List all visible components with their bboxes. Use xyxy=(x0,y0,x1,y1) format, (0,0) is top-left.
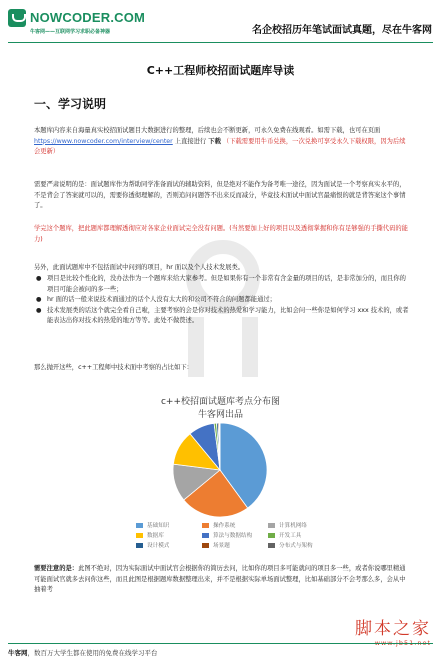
download-word: 下载 xyxy=(208,137,221,145)
paragraph-intro xyxy=(34,126,410,158)
watermark-title: 脚本之家 xyxy=(355,619,431,639)
legend-swatch xyxy=(136,523,143,528)
page-header xyxy=(0,0,441,46)
legend-item xyxy=(136,530,202,540)
list-item xyxy=(34,306,410,327)
paragraph-highlight: 学完这个题库，把此题库都理解透彻应对各家企业面试完全没有问题。(当然要加上好的项目以及透彻掌握和你有足够强的手撕代码的能力) xyxy=(34,225,408,243)
nowcoder-logo xyxy=(8,9,145,27)
legend-label: 操作系统 xyxy=(213,523,236,529)
legend-item xyxy=(136,520,202,530)
legend-swatch xyxy=(202,533,209,538)
chart-subtitle: 牛客网出品 xyxy=(197,410,243,420)
nowcoder-logo-icon xyxy=(8,9,26,27)
legend-label: 数据库 xyxy=(147,533,164,539)
caution-label: 需要注意的是： xyxy=(34,565,79,572)
caution-text: 此图不绝对，因为实际面试中面试官会根据你的简历去问，比如你的项目多可能就问的项目多一些，或者你说哪里精通可能面试官就多去问你这些，而且此图是根据题库数据整理出来，并不是根据实际单场面试整理，比如基础部分不会考那么多，会从中抽着考 xyxy=(34,565,406,593)
legend-swatch xyxy=(202,543,209,548)
legend-item xyxy=(202,520,268,530)
document-title: C++工程师校招面试题库导读 xyxy=(146,64,295,77)
logo-subtitle: 牛客网——互联网学习求职必备神器 xyxy=(30,29,111,35)
watermark-url: www.jb51.net xyxy=(374,639,431,647)
download-note: （下载需要用牛币兑换，一次兑换可享受永久下载权限，因为后续会更新） xyxy=(34,137,406,155)
legend-label: 基础知识 xyxy=(147,523,170,529)
paragraph-chart-intro: 那么抛开这些，c++工程师中技术面中考察的占比如下： xyxy=(34,364,193,371)
bullet-icon: ● xyxy=(36,296,42,303)
list-item-text: 项目是比较个性化的，没办法作为一个题库来给大家参考。但是如果你有一个非常有含金量的项目的话，是非常加分的，而且你的项目可能会被问的多一些； xyxy=(47,275,406,293)
legend-swatch xyxy=(268,543,275,548)
pie-chart xyxy=(120,420,320,520)
list-item xyxy=(34,274,410,295)
legend-item xyxy=(268,530,334,540)
logo-text: NOWCODER.COM xyxy=(30,10,146,25)
legend-swatch xyxy=(136,543,143,548)
footer-brand: 牛客网 xyxy=(8,649,28,657)
header-slogan: 名企校招历年笔试面试真题，尽在牛客网 xyxy=(252,25,432,36)
paragraph-caution xyxy=(34,564,410,596)
intro-text-tail: 上直接进行 xyxy=(174,137,207,145)
section-title: 一、学习说明 xyxy=(34,97,107,111)
chart-legend xyxy=(136,520,336,550)
paragraph-notice: 需要严肃说明的是：面试题库作为帮助同学准备面试的辅助资料，但是绝对不能作为备考唯一途径，因为面试是一个考察真实水平的，不是背会了答案就可以的，需要你透彻理解的，否则追问问题答不出来反而减分，毕竟技术面试中面试官最痛恨的就是背答案这个事情了。 xyxy=(34,181,406,209)
legend-label: 设计模式 xyxy=(147,543,170,549)
legend-item xyxy=(136,540,202,550)
legend-item xyxy=(268,520,334,530)
paragraph-exclusions: 另外，此面试题库中不包括面试中问到的项目，hr 面以及个人技术发展类。 xyxy=(34,264,245,271)
bullet-icon: ● xyxy=(36,306,42,314)
legend-item xyxy=(202,540,268,550)
list-item-text: hr 面的话一般来说技术面通过的话个人没有太大的和公司不符合的问题都能通过； xyxy=(47,296,276,303)
chart-title: c++校招面试题库考点分布图 xyxy=(160,397,281,407)
legend-item xyxy=(202,530,268,540)
legend-swatch xyxy=(136,533,143,538)
list-item xyxy=(34,295,410,306)
legend-swatch xyxy=(268,523,275,528)
header-divider xyxy=(8,42,433,43)
footer-divider xyxy=(8,643,433,644)
footer-text: ，数百万大学生都在使用的免费在线学习平台 xyxy=(27,649,158,657)
interview-center-link[interactable]: https://www.nowcoder.com/interview/center xyxy=(34,137,173,145)
legend-swatch xyxy=(202,523,209,528)
intro-text: 本题库内容来自海量真实校招面试题目大数据进行的整理，后续也会不断更新，可永久免费在线观看。如需下载，也可在页面 xyxy=(34,127,381,134)
legend-swatch xyxy=(268,533,275,538)
page-footer xyxy=(8,648,158,657)
legend-label: 分布式与架构 xyxy=(279,543,313,549)
legend-label: 计算机网络 xyxy=(279,523,307,529)
legend-label: 开发工具 xyxy=(279,533,302,539)
list-item-text: 技术发展类的话这个就完全看自己啦，主要考察的会是你对技术的热爱和学习能力，比如会问一些你是如何学习 xxx 技术的，或者能表达出你对技术的热爱的地方等等。此处不做赘述。 xyxy=(47,306,409,324)
exclusion-list xyxy=(34,274,410,327)
legend-label: 算法与数据结构 xyxy=(213,533,253,539)
bullet-icon: ● xyxy=(36,275,42,282)
legend-item xyxy=(268,540,334,550)
legend-label: 场景题 xyxy=(213,543,230,549)
